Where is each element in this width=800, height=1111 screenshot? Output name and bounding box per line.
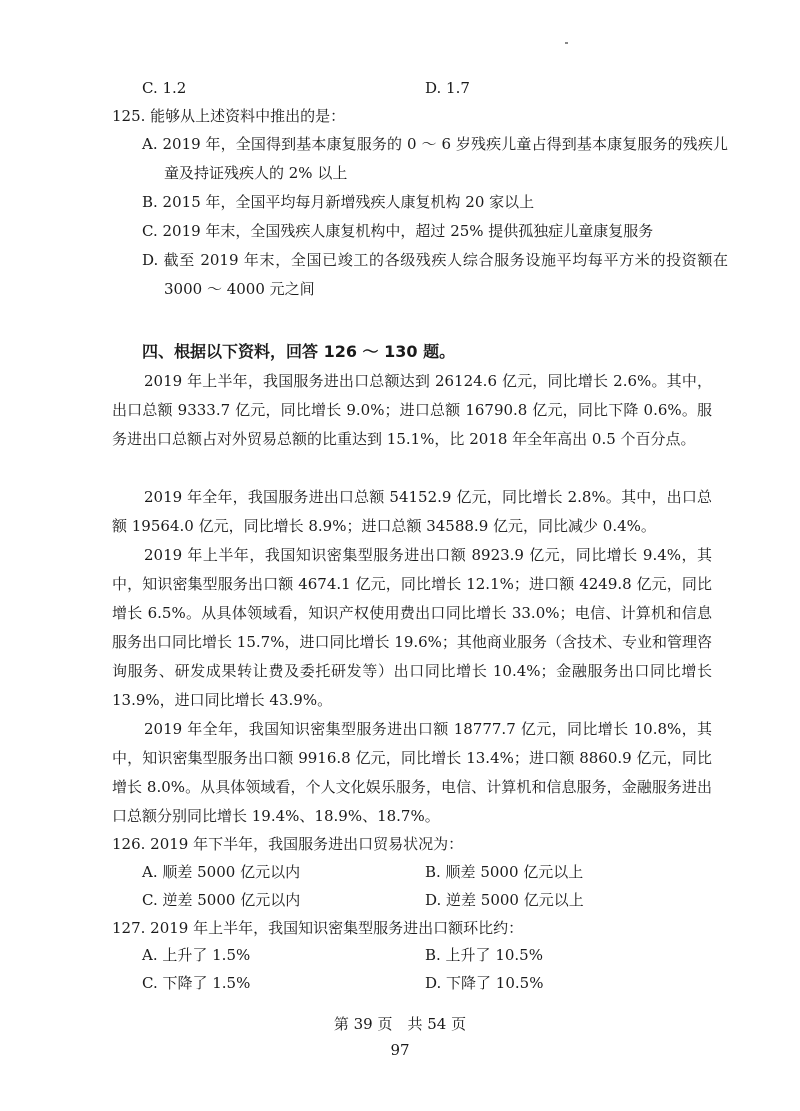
q127-option-b[interactable]: B. 上升了 10.5% <box>425 946 543 964</box>
q125-option-b[interactable]: B. 2015 年，全国平均每月新增残疾人康复机构 20 家以上 <box>142 193 535 211</box>
q127-options-row-1 <box>142 945 682 965</box>
q124-option-c[interactable]: C. 1.2 <box>142 79 187 97</box>
section-title: 四、根据以下资料，回答 126 ～ 130 题。 <box>142 342 456 361</box>
q125-option-d[interactable]: D. 截至 2019 年末，全国已竣工的各级残疾人综合服务设施平均每平方米的投资额在 3000 ～ 4000 元之间 <box>142 251 728 298</box>
q127-option-d[interactable]: D. 下降了 10.5% <box>425 974 544 992</box>
q124-option-d[interactable]: D. 1.7 <box>425 79 470 97</box>
q126-option-a[interactable]: A. 顺差 5000 亿元以内 <box>142 863 301 881</box>
q124-options-row <box>142 78 682 98</box>
q127-stem: 127. 2019 年上半年，我国知识密集型服务进出口额环比约： <box>112 919 524 937</box>
material-paragraph-3: 2019 年上半年，我国知识密集型服务进出口额 8923.9 亿元，同比增长 9.4%，其中，知识密集型服务出口额 4674.1 亿元，同比增长 12.1%；进口额 4249.8 亿元，同比增长 6.5%。从具体领域看，知识产权使用费出口同比增长 33.0%；电信、计算机和信息服务出口同比增长 15.7%，进口同比增长 19.6%；其他商业服务（含技术、专业和管理咨询服务、研发成果转让费及委托研发等）出口同比增长 10.4%；金融服务出口同比增长 13.9%，进口同比增长 43.9%。 <box>112 546 712 709</box>
q126-option-b[interactable]: B. 顺差 5000 亿元以上 <box>425 863 584 881</box>
q125-stem: 125. 能够从上述资料中推出的是： <box>112 107 346 125</box>
scan-speck <box>565 42 568 44</box>
q127-option-c[interactable]: C. 下降了 1.5% <box>142 974 251 992</box>
page-number: 97 <box>390 1041 410 1059</box>
q125-option-c[interactable]: C. 2019 年末，全国残疾人康复机构中，超过 25% 提供孤独症儿童康复服务 <box>142 222 654 240</box>
q126-options-row-1 <box>142 862 682 882</box>
material-paragraph-4: 2019 年全年，我国知识密集型服务进出口额 18777.7 亿元，同比增长 10.8%，其中，知识密集型服务出口额 9916.8 亿元，同比增长 13.4%；进口额 8860.9 亿元，同比增长 8.0%。从具体领域看，个人文化娱乐服务，电信、计算机和信息服务，金融服务进出口总额分别同比增长 19.4%、18.9%、18.7%。 <box>112 720 712 825</box>
material-paragraph-2: 2019 年全年，我国服务进出口总额 54152.9 亿元，同比增长 2.8%。其中，出口总额 19564.0 亿元，同比增长 8.9%；进口总额 34588.9 亿元，同比减少 0.4%。 <box>112 488 712 535</box>
q126-stem: 126. 2019 年下半年，我国服务进出口贸易状况为： <box>112 835 464 853</box>
material-paragraph-1: 2019 年上半年，我国服务进出口总额达到 26124.6 亿元，同比增长 2.6%。其中，出口总额 9333.7 亿元，同比增长 9.0%；进口总额 16790.8 亿元，同比下降 0.6%。服务进出口总额占对外贸易总额的比重达到 15.1%，比 2018 年全年高出 0.5 个百分点。 <box>112 372 712 448</box>
q127-option-a[interactable]: A. 上升了 1.5% <box>142 946 251 964</box>
q125-option-a[interactable]: A. 2019 年，全国得到基本康复服务的 0 ～ 6 岁残疾儿童占得到基本康复服务的残疾儿童及持证残疾人的 2% 以上 <box>142 135 728 182</box>
q127-options-row-2 <box>142 973 682 993</box>
q126-options-row-2 <box>142 890 682 910</box>
page-info: 第 39 页 共 54 页 <box>333 1015 467 1033</box>
q126-option-c[interactable]: C. 逆差 5000 亿元以内 <box>142 891 301 909</box>
q126-option-d[interactable]: D. 逆差 5000 亿元以上 <box>425 891 584 909</box>
